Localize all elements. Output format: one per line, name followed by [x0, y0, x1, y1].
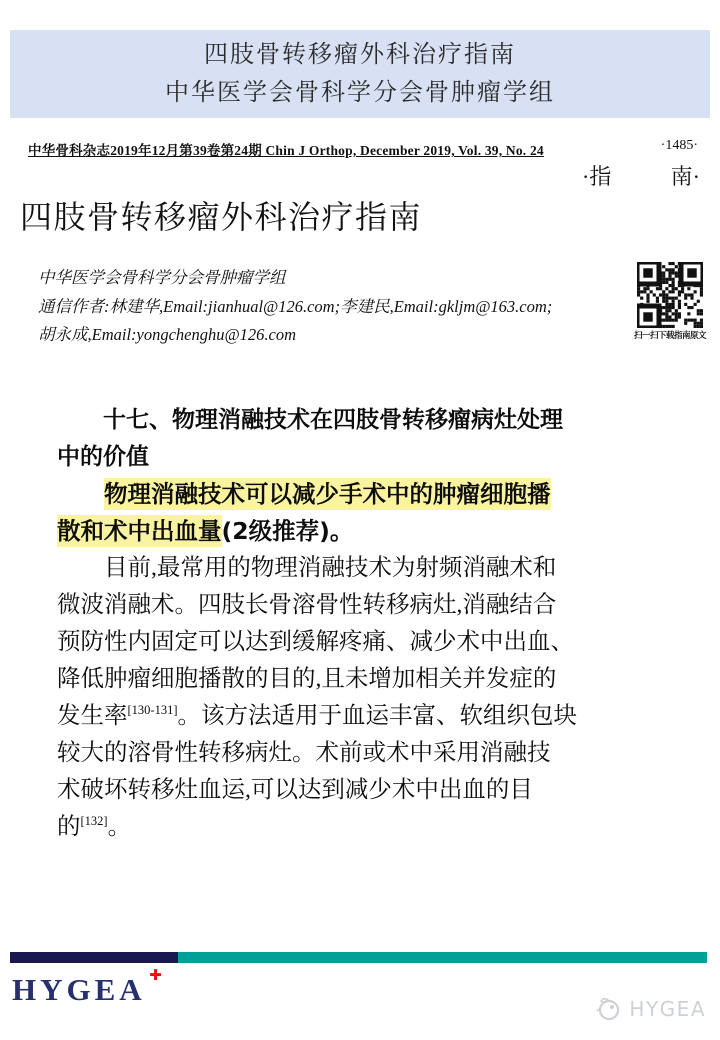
- page-number: ·1485·: [660, 138, 698, 153]
- footer-bar-teal: [178, 952, 707, 963]
- hygea-logo-text: HYGEA: [12, 972, 146, 1007]
- body-line: 发生率[130-131]。该方法适用于血运丰富、软组织包块: [57, 703, 577, 729]
- column-label: [582, 160, 700, 191]
- footer-bar-navy: [10, 952, 178, 963]
- banner-title: 四肢骨转移瘤外科治疗指南: [204, 42, 516, 68]
- highlighted-text: 物理消融技术可以减少手术中的肿瘤细胞播: [104, 480, 551, 508]
- hygea-watermark-icon: [595, 995, 622, 1022]
- hygea-logo-text-anchor: [12, 966, 162, 1008]
- recommendation-line-1: [57, 476, 597, 513]
- body-line: 目前,最常用的物理消融技术为射频消融术和: [104, 555, 557, 581]
- body-line: 的[132]。: [57, 814, 132, 840]
- body-line: 降低肿瘤细胞播散的目的,且未增加相关并发症的: [57, 666, 557, 692]
- medical-cross-icon: ✚: [149, 966, 162, 984]
- column-label-right: 南·: [670, 164, 700, 189]
- article-body: [57, 402, 597, 846]
- journal-citation: 中华骨科杂志2019年12月第39卷第24期 Chin J Orthop, December 2019, Vol. 39, No. 24: [28, 143, 544, 158]
- recommendation-grade: (2级推荐)。: [221, 517, 354, 545]
- recommendation-line-2: [57, 513, 597, 550]
- section-heading-line-2: 中的价值: [57, 444, 149, 470]
- body-line: 较大的溶骨性转移病灶。术前或术中采用消融技: [57, 740, 551, 766]
- highlighted-text: 散和术中出血量: [57, 517, 222, 545]
- section-heading-line-1: 十七、物理消融技术在四肢骨转移瘤病灶处理: [103, 407, 563, 433]
- author-block: [38, 264, 598, 350]
- body-line: 术破坏转移灶血运,可以达到减少术中出血的目: [57, 777, 533, 803]
- qr-code: [637, 262, 703, 328]
- qr-caption: 扫一扫下载指南原文: [634, 331, 707, 341]
- hygea-logo: [12, 966, 162, 1008]
- title-banner: [10, 30, 710, 118]
- banner-subtitle: 中华医学会骨科学分会骨肿瘤学组: [165, 80, 555, 106]
- hygea-watermark: [595, 995, 706, 1022]
- correspondence-line-2: 胡永成,Email:yongchenghu@126.com: [38, 325, 297, 344]
- column-label-left: ·指: [582, 164, 612, 189]
- hygea-watermark-text: HYGEA: [629, 996, 706, 1021]
- qr-block: [634, 262, 706, 341]
- correspondence-line-1: 通信作者:林建华,Email:jianhual@126.com;李建民,Email:gkljm@163.com;: [38, 296, 553, 316]
- article-title: 四肢骨转移瘤外科治疗指南: [20, 199, 423, 235]
- body-line: 微波消融术。四肢长骨溶骨性转移病灶,消融结合: [57, 592, 557, 618]
- body-line: 预防性内固定可以达到缓解疼痛、减少术中出血、: [57, 629, 574, 655]
- body-paragraph: [57, 550, 597, 846]
- author-group: 中华医学会骨科学分会骨肿瘤学组: [38, 268, 286, 287]
